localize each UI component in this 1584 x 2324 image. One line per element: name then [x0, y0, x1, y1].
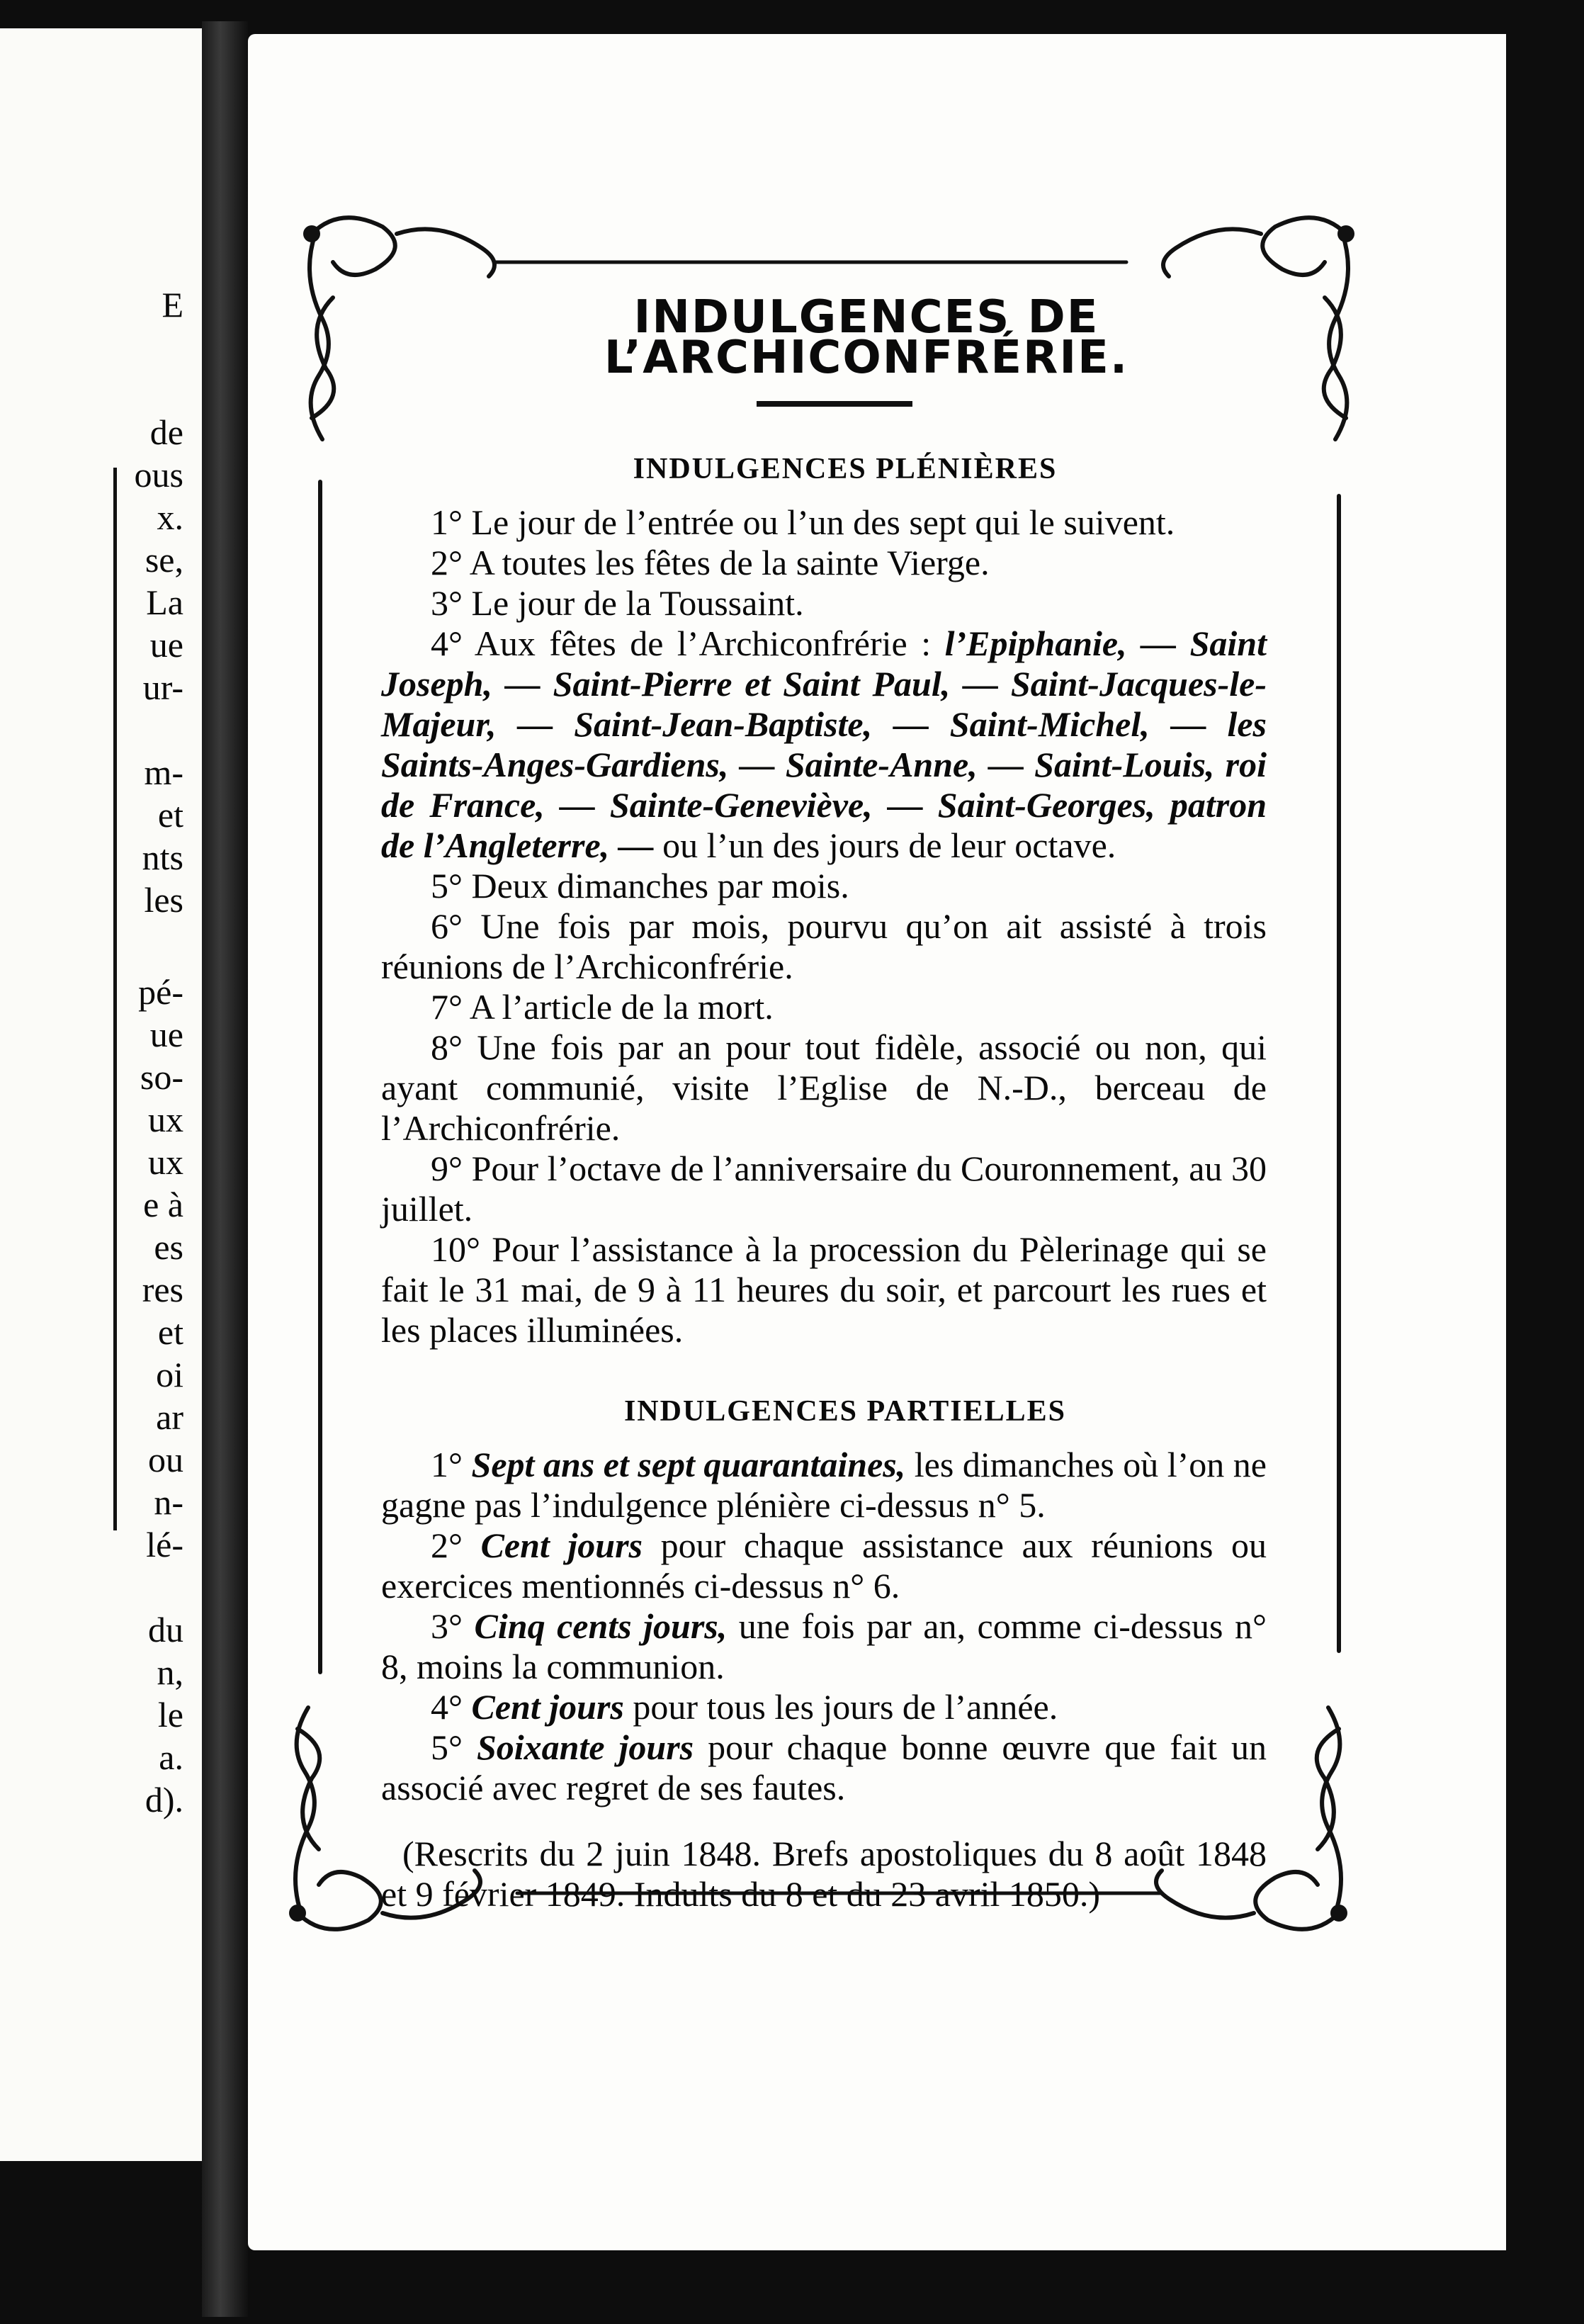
item-number: 5° — [431, 1727, 477, 1767]
left-page-fragment: oi — [156, 1355, 183, 1394]
item-number: 6° — [431, 906, 481, 946]
item-emphasis: Sept ans et sept quarantaines, — [471, 1445, 915, 1484]
item-text: A toutes les fêtes de la sainte Vierge. — [469, 543, 990, 582]
list-item — [381, 1027, 1267, 1149]
left-page-fragment: et — [157, 795, 183, 835]
plenary-heading: INDULGENCES PLÉNIÈRES — [633, 453, 1058, 485]
item-emphasis: Cent jours — [480, 1525, 661, 1565]
item-text: Le jour de la Toussaint. — [471, 583, 804, 623]
list-item — [381, 906, 1267, 987]
left-page-fragment: es — [154, 1227, 183, 1267]
left-page-fragment: du — [148, 1610, 183, 1649]
left-page-fragment: les — [144, 880, 183, 920]
item-text: Pour l’assistance à la procession du Pèlerinage qui se fait le 31 mai, de 9 à 11 heures du soir, et parcourt les rues et les places illuminées. — [381, 1229, 1267, 1350]
item-tail: ou l’un des jours de leur octave. — [662, 825, 1116, 865]
list-item — [381, 1229, 1267, 1350]
list-item — [381, 1606, 1267, 1687]
page-title: INDULGENCES DE L’ARCHICONFRÉRIE. — [604, 291, 1129, 384]
item-emphasis: Cent jours — [471, 1687, 633, 1727]
partial-list — [381, 1445, 1267, 1808]
left-page-fragment: ou — [148, 1440, 183, 1479]
item-text: pour tous les jours de l’année. — [633, 1687, 1058, 1727]
item-text: une fois par an, comme ci-dessus n° 8, moins la communion. — [381, 1606, 1267, 1686]
item-text: Deux dimanches par mois. — [471, 866, 849, 906]
left-page-fragment: a. — [159, 1737, 183, 1777]
item-number: 5° — [431, 866, 472, 906]
list-item — [381, 1525, 1267, 1606]
page-content — [381, 291, 1267, 1950]
item-number: 3° — [431, 583, 472, 623]
item-number: 3° — [431, 1606, 475, 1646]
list-item — [381, 583, 1267, 624]
rescrits-note: (Rescrits du 2 juin 1848. Brefs apostoliques du 8 août 1848 et 9 février 1849. Indults du 8 et du 23 avril 1850.) — [381, 1834, 1267, 1914]
list-item — [381, 543, 1267, 583]
list-item — [381, 987, 1267, 1027]
left-page-fragment: e à — [143, 1185, 183, 1224]
list-item — [381, 624, 1267, 866]
item-text: pour chaque assistance aux réunions ou exercices mentionnés ci-dessus n° 6. — [381, 1525, 1267, 1606]
item-text: Le jour de l’entrée ou l’un des sept qui le suivent. — [471, 502, 1175, 542]
left-page-fragment: so- — [140, 1057, 183, 1097]
left-page-fragment: x. — [157, 497, 183, 537]
partial-heading: INDULGENCES PARTIELLES — [623, 1395, 1067, 1428]
list-item — [381, 1727, 1267, 1808]
left-page-fragment: m- — [144, 752, 183, 792]
item-number: 7° — [431, 987, 470, 1027]
item-number: 10° — [431, 1229, 492, 1269]
list-item — [381, 1687, 1267, 1727]
item-number: 1° — [431, 1445, 472, 1484]
item-text: Aux fêtes de l’Archiconfrérie : — [474, 624, 945, 663]
list-item — [381, 1149, 1267, 1229]
list-item — [381, 1445, 1267, 1525]
item-text: Pour l’octave de l’anniversaire du Couronnement, au 30 juillet. — [381, 1149, 1267, 1229]
left-page-fragment: se, — [145, 540, 183, 580]
left-page-fragment: ous — [134, 455, 183, 495]
item-emphasis: l’Epiphanie, — Saint Joseph, — Saint-Pierre et Saint Paul, — Saint-Jacques-le-Majeur, — Saint-Jean-Baptiste, — Saint-Michel, — les Saints-Anges-Gardiens, — Sainte-Anne, — Saint-Louis, roi de France, — Sainte-Geneviève, — Saint-Georges, patron de l’Angleterre, — — [381, 624, 1267, 865]
list-item — [381, 502, 1267, 543]
item-text: pour chaque bonne œuvre que fait un associé avec regret de ses fautes. — [381, 1727, 1267, 1807]
left-page-fragment: nts — [142, 837, 183, 877]
item-text: A l’article de la mort. — [469, 987, 774, 1027]
left-page-fragment: de — [149, 412, 183, 452]
item-number: 1° — [431, 502, 472, 542]
left-page-fragment: res — [142, 1270, 183, 1309]
item-text: Une fois par mois, pourvu qu’on ait assisté à trois réunions de l’Archiconfrérie. — [381, 906, 1267, 986]
item-emphasis: Soixante jours — [476, 1727, 708, 1767]
item-number: 2° — [431, 1525, 481, 1565]
item-number: 9° — [431, 1149, 472, 1188]
item-emphasis: Cinq cents jours, — [474, 1606, 739, 1646]
left-page-fragment: et — [157, 1312, 183, 1352]
left-page-fragment: ur- — [142, 667, 183, 707]
left-page-fragment: ux — [148, 1142, 183, 1182]
item-number: 2° — [431, 543, 470, 582]
left-page-fragment: ar — [156, 1397, 183, 1437]
item-number: 4° — [431, 624, 475, 663]
left-page-fragment: n, — [157, 1652, 183, 1692]
left-page-fragment: E — [162, 285, 183, 325]
left-page-fragment: pé- — [138, 972, 183, 1012]
left-page-fragment: d). — [145, 1780, 183, 1820]
left-page-fragment: ue — [149, 1015, 183, 1054]
plenary-list — [381, 502, 1267, 1350]
left-page-fragment: lé- — [146, 1525, 183, 1564]
item-text: les dimanches où l’on ne gagne pas l’indulgence plénière ci-dessus n° 5. — [381, 1445, 1267, 1525]
left-page-fragment: ue — [149, 625, 183, 665]
item-number: 8° — [431, 1027, 477, 1067]
left-page-fragment: n- — [154, 1482, 183, 1522]
list-item — [381, 866, 1267, 906]
item-number: 4° — [431, 1687, 472, 1727]
left-page-fragment: ux — [148, 1100, 183, 1139]
item-text: Une fois par an pour tout fidèle, associé ou non, qui ayant communié, visite l’Eglise de N.-D., berceau de l’Archiconfrérie. — [381, 1027, 1267, 1148]
left-page-fragment: le — [157, 1695, 183, 1734]
title-rule — [757, 401, 912, 407]
left-page-fragment: La — [146, 582, 183, 622]
